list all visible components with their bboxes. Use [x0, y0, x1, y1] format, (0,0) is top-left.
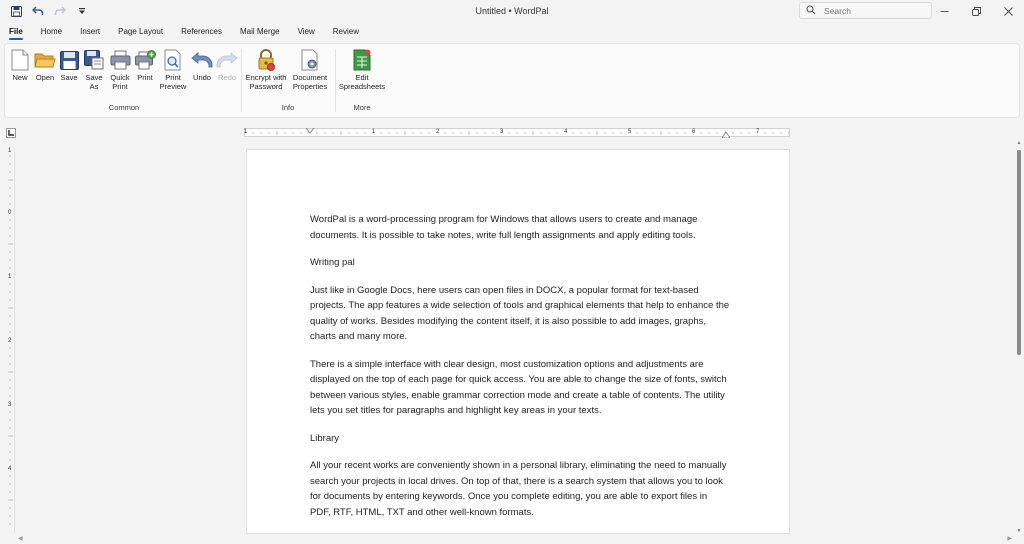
tab-file[interactable]: File: [0, 23, 32, 41]
ribbon-group-separator: [241, 49, 242, 112]
edit-spreadsheets-button[interactable]: Edit Spreadsheets: [336, 49, 388, 91]
redo-icon: [216, 49, 238, 71]
title-bar: [0, 0, 1024, 22]
print-preview-icon: [162, 49, 184, 71]
new-document-icon: [9, 49, 31, 71]
search-box[interactable]: [799, 2, 932, 19]
minimize-button[interactable]: [928, 0, 960, 22]
scroll-down-icon[interactable]: ▼: [1016, 528, 1022, 534]
document-body[interactable]: [310, 212, 730, 532]
left-tab-icon: [8, 130, 14, 136]
tab-mail-merge[interactable]: Mail Merge: [240, 27, 280, 36]
ribbon-tabs: [0, 23, 368, 41]
paragraph-heading[interactable]: Writing pal: [310, 257, 355, 268]
ruler-number: 3: [500, 129, 504, 135]
ruler-number: 7: [756, 129, 760, 135]
close-button[interactable]: [992, 0, 1024, 22]
folder-open-icon: [34, 49, 56, 71]
paragraph[interactable]: WordPal is a word-processing program for Windows that allows users to create and manage documents. It is possible to take notes, write full length assignments and apply editing tools.: [310, 214, 698, 241]
tab-stop-selector[interactable]: [6, 128, 16, 138]
horizontal-scrollbar[interactable]: [16, 535, 1014, 544]
ribbon-group-label-common: Common: [108, 103, 140, 112]
print-preview-button[interactable]: Print Preview: [157, 49, 189, 91]
tab-view[interactable]: View: [297, 27, 315, 36]
vertical-scrollbar[interactable]: [1014, 140, 1024, 534]
window-controls: [928, 0, 1024, 22]
horizontal-ruler[interactable]: [244, 128, 790, 137]
ruler-number: 1: [8, 148, 12, 154]
restore-button[interactable]: [960, 0, 992, 22]
save-as-icon: [83, 49, 105, 71]
ruler-number: 4: [564, 129, 568, 135]
ruler-ticks: [245, 129, 789, 136]
ribbon-group-more: [336, 44, 388, 117]
undo-button[interactable]: Undo: [189, 49, 215, 91]
minimize-icon: [940, 7, 949, 16]
ruler-number: 4: [8, 466, 12, 472]
ribbon-group-info: [243, 44, 333, 117]
printer-settings-icon: [134, 49, 156, 71]
save-icon[interactable]: [9, 4, 23, 18]
ribbon-group-label-info: Info: [281, 103, 295, 112]
quick-access-toolbar: [0, 4, 89, 18]
ruler-number: 2: [436, 129, 440, 135]
floppy-disk-icon: [58, 49, 80, 71]
document-page[interactable]: [246, 149, 790, 534]
encrypt-with-password-button[interactable]: Encrypt with Password: [243, 49, 289, 91]
paragraph[interactable]: Just like in Google Docs, here users can open files in DOCX, a popular format for text-based projects. The app features a wide selection of tools and graphical elements that help to enhance the quality of works. Besides modifying the content itself, it is also possible to add images, graphs, charts and many more.: [310, 284, 730, 342]
ruler-number: 1: [372, 129, 376, 135]
ruler-number: 0: [8, 210, 12, 216]
scroll-left-icon[interactable]: ◀: [18, 536, 23, 542]
customize-toolbar-icon[interactable]: [75, 4, 89, 18]
tab-review[interactable]: Review: [332, 27, 360, 36]
right-indent-marker-icon[interactable]: [722, 132, 730, 138]
new-button[interactable]: New: [7, 49, 33, 91]
ribbon-group-common: [7, 44, 241, 117]
quick-print-button[interactable]: Quick Print: [107, 49, 133, 91]
tab-insert[interactable]: Insert: [80, 27, 101, 36]
document-properties-icon: [299, 49, 321, 71]
printer-icon: [109, 49, 131, 71]
vertical-ruler[interactable]: [6, 148, 15, 533]
scroll-right-icon[interactable]: ▶: [1007, 536, 1012, 542]
paragraph[interactable]: All your recent works are conveniently shown in a personal library, eliminating the need to manually search your projects in local drives. On top of that, there is a search system that allows you to look for documents by entering keywords. Once you complete editing, you are able to export files in PDF, RTF, HTML, TXT and other well-known formats.: [310, 460, 727, 518]
lock-icon: [255, 49, 277, 71]
paragraph-heading[interactable]: Library: [310, 432, 340, 444]
first-line-indent-marker-icon[interactable]: [306, 128, 314, 134]
print-button[interactable]: Print: [133, 49, 157, 91]
search-input[interactable]: [824, 6, 924, 16]
search-icon: [806, 2, 816, 20]
open-button[interactable]: Open: [33, 49, 57, 91]
save-as-button[interactable]: Save As: [81, 49, 107, 91]
ribbon-group-label-more: More: [353, 103, 371, 112]
document-properties-button[interactable]: Document Properties: [289, 49, 331, 91]
paragraph[interactable]: There is a simple interface with clear design, most customization options and adjustments are displayed on the top of each page for quick access. You are able to change the size of fonts, switch between various styles, enable grammar correction mode and create a table of contents. The utility lets you set titles for paragraphs and highlight key areas in your texts.: [310, 358, 727, 416]
scroll-up-icon[interactable]: ▲: [1016, 140, 1022, 146]
scrollbar-thumb[interactable]: [1017, 150, 1021, 355]
tab-references[interactable]: References: [181, 27, 222, 36]
redo-icon[interactable]: [53, 4, 67, 18]
ruler-number: 1: [244, 129, 248, 135]
ruler-number: 5: [628, 129, 632, 135]
window-title: Untitled • WordPal: [475, 6, 549, 16]
ruler-number: 1: [8, 274, 12, 280]
spreadsheet-icon: [351, 49, 373, 71]
ribbon: [4, 43, 1020, 118]
close-icon: [1004, 7, 1013, 16]
tab-home[interactable]: Home: [40, 27, 63, 36]
undo-icon[interactable]: [31, 4, 45, 18]
save-button[interactable]: Save: [57, 49, 81, 91]
restore-icon: [972, 7, 981, 16]
ruler-number: 2: [8, 338, 12, 344]
redo-button[interactable]: Redo: [215, 49, 239, 91]
undo-icon: [191, 49, 213, 71]
ruler-number: 3: [8, 402, 12, 408]
tab-page-layout[interactable]: Page Layout: [118, 27, 164, 36]
ruler-number: 6: [692, 129, 696, 135]
